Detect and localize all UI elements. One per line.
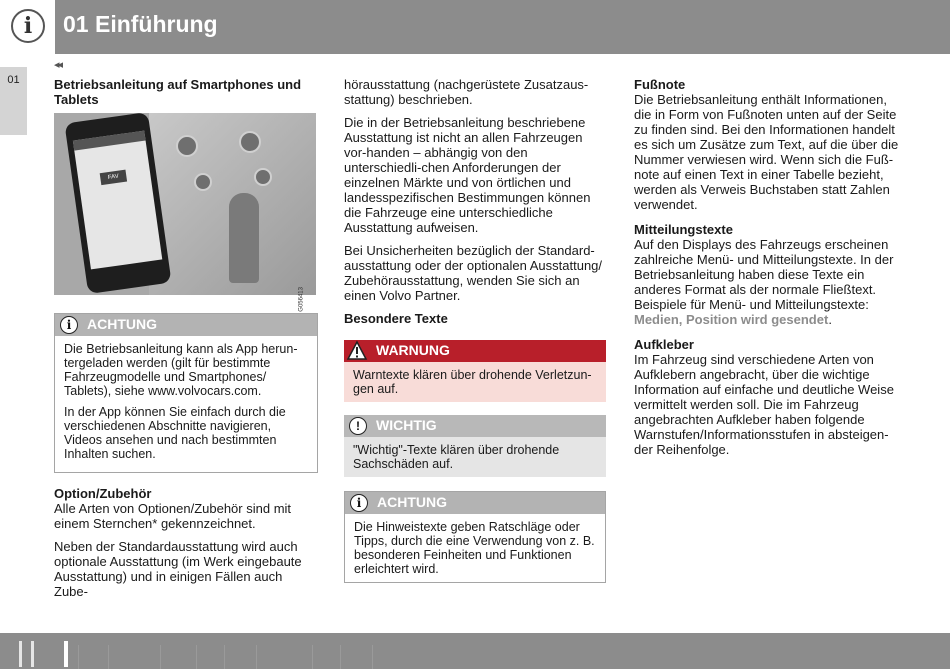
note-text: Die Betriebsanleitung kann als App herun-tergeladen werden (gilt für bestimmte Fahrzeugmodelle und Smartphones/ Tablets), siehe www.volvocars.com. <box>64 342 298 398</box>
section-heading-option: Option/Zubehör <box>54 486 152 501</box>
column-3 <box>634 77 900 465</box>
note-box-achtung-2 <box>344 491 606 583</box>
menu-text-example: Medien, Position wird gesendet <box>634 312 829 327</box>
warning-text: Warntexte klären über drohende Verletzun-gen auf. <box>344 362 606 402</box>
paragraph: hörausstattung (nachgerüstete Zusatzaus-stattung) beschrieben. <box>344 77 589 107</box>
note-text: Die Hinweistexte geben Ratschläge oder Tipps, durch die eine Verwendung von z. B. besonderen Feinheiten und Funktionen erleichtert wird. <box>354 520 595 576</box>
exclamation-icon: ! <box>349 417 367 435</box>
footer-divider <box>160 645 161 669</box>
footer-divider <box>312 645 313 669</box>
footer-divider <box>340 645 341 669</box>
warning-header <box>344 340 606 362</box>
dashboard-photo <box>54 113 316 312</box>
paragraph <box>634 237 900 327</box>
note-header <box>55 314 317 336</box>
back-arrow-icon[interactable]: ◂◂ <box>54 59 62 71</box>
important-header <box>344 415 606 437</box>
note-box-achtung <box>54 313 318 473</box>
note-label: ACHTUNG <box>377 494 447 510</box>
page-title: 01 Einführung <box>63 11 218 37</box>
dial-knob <box>176 135 198 157</box>
paragraph: Alle Arten von Optionen/Zubehör sind mit einem Sternchen* gekennzeichnet. <box>54 501 292 531</box>
info-icon: i <box>350 494 368 512</box>
important-text: "Wichtig"-Texte klären über drohende Sachschäden auf. <box>344 437 606 477</box>
section-heading-mitteilungstexte: Mitteilungstexte <box>634 222 733 237</box>
footer-divider <box>372 645 373 669</box>
important-box <box>344 415 606 477</box>
paragraph: Die in der Betriebsanleitung beschriebene Ausstattung ist nicht an allen Fahrzeugen vor-handen – abhängig von den unterschiedli-chen Anforderungen der einzelnen Märkte und von örtlichen und landesspezifischen Bestimmungen können die Fahrzeuge eine unterschiedliche Ausstattung aufweisen. <box>344 115 591 235</box>
section-heading-smartphones: Betriebsanleitung auf Smartphones und Tablets <box>54 77 302 107</box>
dial-knob <box>239 131 261 153</box>
dial-knob <box>194 173 212 191</box>
chapter-tab[interactable]: 01 <box>0 67 27 135</box>
footer-current-marker <box>64 641 68 667</box>
column-2 <box>344 77 606 583</box>
page-footer <box>0 633 950 669</box>
footer-marker <box>31 641 34 667</box>
dial-knob <box>254 168 272 186</box>
footer-divider <box>108 645 109 669</box>
section-heading-besondere-texte: Besondere Texte <box>344 311 448 326</box>
paragraph-text: Auf den Displays des Fahrzeugs erscheinen zahlreiche Menü- und Mitteilungstexte. In der Betriebsanleitung haben diese Texte ein anderes Format als der normale Fließtext. Beispiele für Menü- und Mitteilungstexte: <box>634 237 894 312</box>
warning-box <box>344 340 606 402</box>
warning-triangle-icon <box>347 341 367 360</box>
section-heading-aufkleber: Aufkleber <box>634 337 694 352</box>
phone-screen-text <box>85 191 148 200</box>
footer-divider <box>256 645 257 669</box>
footer-marker <box>19 641 22 667</box>
note-body <box>55 336 317 472</box>
phone-fav-button: FAV <box>100 170 127 186</box>
footer-divider <box>78 645 79 669</box>
info-icon: i <box>60 316 78 334</box>
warning-label: WARNUNG <box>376 342 450 358</box>
paragraph-end: . <box>828 312 832 327</box>
gear-shift-image <box>229 193 259 283</box>
phone-screen <box>73 131 162 270</box>
section-heading-fussnote: Fußnote <box>634 77 686 92</box>
column-1 <box>54 77 318 607</box>
phone-status-bar <box>73 131 146 151</box>
header-icon-box <box>0 0 55 54</box>
note-text: In der App können Sie einfach durch die verschiedenen Abschnitte navigieren, Videos ansehen und nach bestimmten Inhalten suchen. <box>64 405 286 461</box>
paragraph: Im Fahrzeug sind verschiedene Arten von Aufklebern angebracht, über die wichtige Information auf einfache und deutliche Weise vermittelt werden soll. Die im Fahrzeug angebrachten Aufkleber haben folgende Warnstufen/Informationsstufen in absteigen-der Reihenfolge. <box>634 352 894 457</box>
note-header <box>345 492 605 514</box>
paragraph: Neben der Standardausstattung wird auch optionale Ausstattung (im Werk eingebaute Ausstattung) und in einigen Fällen auch Zube- <box>54 539 302 599</box>
paragraph: Die Betriebsanleitung enthält Informationen, die in Form von Fußnoten unten auf der Seite zu finden sind. Bei den Informationen handelt es sich um Zusätze zum Text, auf die über die Nummer verwiesen wird. Wenn sich die Fuß-note auf einen Text in einer Tabelle bezieht, werden als Verweis Buchstaben statt Zahlen verwendet. <box>634 92 899 212</box>
page-header <box>0 0 950 54</box>
info-icon: i <box>11 9 45 43</box>
footer-divider <box>196 645 197 669</box>
photo-id: G056413 <box>299 287 305 312</box>
note-label: ACHTUNG <box>87 316 157 332</box>
important-label: WICHTIG <box>376 417 437 433</box>
paragraph: Bei Unsicherheiten bezüglich der Standard-ausstattung oder der optionalen Ausstattung/ Zubehörausstattung, wenden Sie sich an einen Volvo Partner. <box>344 243 603 303</box>
footer-divider <box>224 645 225 669</box>
